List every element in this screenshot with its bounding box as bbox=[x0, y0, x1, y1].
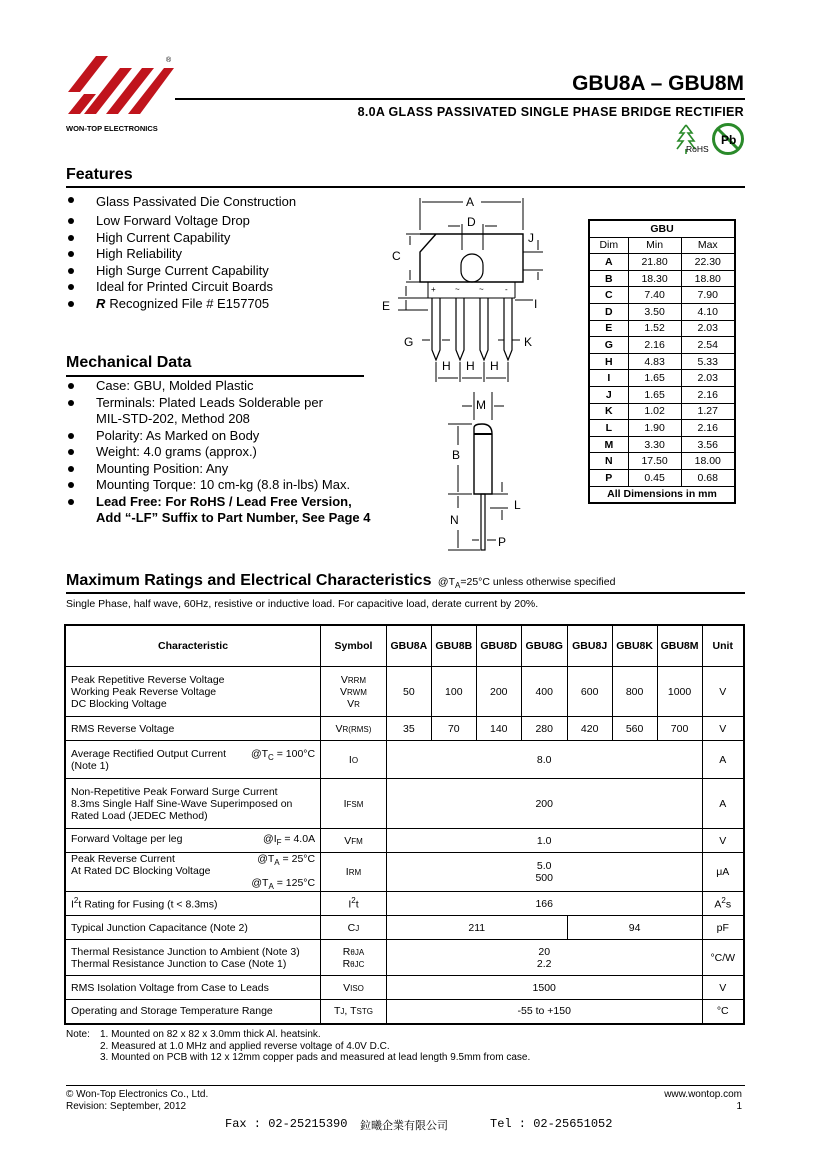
table-row: D 3.50 4.10 bbox=[589, 303, 735, 320]
svg-text:RoHS: RoHS bbox=[686, 144, 709, 154]
mechanical-list bbox=[66, 378, 396, 527]
polarity-ac: ~ bbox=[455, 285, 460, 294]
notes-label: Note: bbox=[66, 1029, 90, 1040]
ul-recognized-icon: R bbox=[96, 295, 106, 311]
dim-label-l: L bbox=[514, 498, 521, 512]
table-row: RMS Reverse Voltage VR(RMS) 35 70 140 280 420 560 700 V bbox=[65, 717, 744, 741]
table-row: K 1.02 1.27 bbox=[589, 403, 735, 420]
ratings-table bbox=[64, 624, 745, 1025]
dim-header: Min bbox=[628, 237, 681, 254]
ratings-condition: $@T_A=25^\circ C$ unless otherwise specified bbox=[437, 576, 616, 591]
dim-label-n: N bbox=[450, 513, 459, 527]
mechanical-divider bbox=[66, 375, 364, 377]
table-row: E 1.52 2.03 bbox=[589, 320, 735, 337]
dim-label-d: D bbox=[467, 215, 476, 229]
page-number: 1 bbox=[736, 1101, 742, 1112]
note-item: 3. Mounted on PCB with 12 x 12mm copper pads and measured at lead length 9.5mm from case. bbox=[100, 1052, 531, 1063]
list-item: MIL-STD-202, Method 208 bbox=[96, 411, 250, 426]
list-item: Glass Passivated Die Construction bbox=[66, 192, 366, 211]
list-item: Polarity: As Marked on Body bbox=[66, 428, 396, 445]
table-row: $I^2t$ Rating for Fusing (t < 8.3ms) $I^2t$ 166 $A^2s$ bbox=[65, 892, 744, 916]
note-item: 2. Measured at 1.0 MHz and applied reverse voltage of 4.0V D.C. bbox=[100, 1040, 390, 1052]
dim-label-b: B bbox=[452, 448, 461, 462]
table-row: H 4.83 5.33 bbox=[589, 353, 735, 370]
list-item: Mounting Position: Any bbox=[66, 461, 396, 478]
ratings-note-line: Single Phase, half wave, 60Hz, resistive or inductive load. For capacitive load, derate current by 20%. bbox=[66, 598, 539, 610]
dim-table-footer: All Dimensions in mm bbox=[589, 486, 735, 503]
table-row: RMS Isolation Voltage from Case to Leads VISO 1500 V bbox=[65, 976, 744, 1000]
table-row: A 21.80 22.30 bbox=[589, 254, 735, 271]
title-divider bbox=[175, 98, 745, 100]
list-item: Lead Free: For RoHS / Lead Free Version, bbox=[66, 494, 396, 511]
mechanical-title: Mechanical Data bbox=[66, 354, 192, 371]
table-row: Average Rectified Output Current $@T_C = 100^\circ C$ (Note 1) IO 8.0 A bbox=[65, 741, 744, 779]
dim-label-c: C bbox=[392, 249, 401, 263]
dim-header: Dim bbox=[589, 237, 628, 254]
table-row: C 7.40 7.90 bbox=[589, 287, 735, 304]
company-chinese-name: 鉝曦企業有限公司 bbox=[360, 1120, 448, 1132]
dim-header: Max bbox=[681, 237, 735, 254]
ratings-title: Maximum Ratings and Electrical Characteristics bbox=[66, 572, 432, 589]
table-row: Forward Voltage per leg $@I_F = 4.0A$ VFM 1.0 V bbox=[65, 829, 744, 853]
dim-label-e: E bbox=[382, 299, 391, 313]
polarity-minus: - bbox=[505, 285, 508, 294]
package-drawing bbox=[378, 190, 548, 555]
list-item: High Current Capability bbox=[66, 230, 366, 247]
table-row: J 1.65 2.16 bbox=[589, 386, 735, 403]
polarity-plus: + bbox=[431, 285, 436, 294]
dim-label-a: A bbox=[466, 195, 475, 209]
dim-label-m: M bbox=[476, 398, 486, 412]
list-item: Mounting Torque: 10 cm-kg (8.8 in-lbs) Max. bbox=[66, 477, 396, 494]
features-divider bbox=[66, 186, 745, 188]
list-item: Terminals: Plated Leads Solderable per bbox=[66, 395, 396, 412]
revision: Revision: September, 2012 bbox=[66, 1101, 187, 1112]
dim-label-p: P bbox=[498, 535, 507, 549]
dim-label-h: H bbox=[490, 359, 499, 373]
dim-label-h: H bbox=[442, 359, 451, 373]
fax-number: Fax : 02-25215390 bbox=[225, 1117, 348, 1131]
table-row: M 3.30 3.56 bbox=[589, 436, 735, 453]
wte-logo bbox=[66, 54, 174, 126]
list-item: High Reliability bbox=[66, 246, 366, 263]
part-description: 8.0A GLASS PASSIVATED SINGLE PHASE BRIDGE RECTIFIER bbox=[357, 105, 744, 119]
ratings-divider bbox=[66, 592, 745, 594]
table-row: B 18.30 18.80 bbox=[589, 270, 735, 287]
list-item: Weight: 4.0 grams (approx.) bbox=[66, 444, 396, 461]
note-item: 1. Mounted on 82 x 82 x 3.0mm thick Al. heatsink. bbox=[100, 1029, 321, 1040]
dim-label-g: G bbox=[404, 335, 414, 349]
dim-label-j: J bbox=[528, 231, 534, 245]
table-row: Thermal Resistance Junction to Ambient (Note 3) Thermal Resistance Junction to Case (Note 1) RθJA RθJC 20 2.2 °C/W bbox=[65, 940, 744, 976]
dim-label-k: K bbox=[524, 335, 533, 349]
table-row: N 17.50 18.00 bbox=[589, 453, 735, 470]
list-item: High Surge Current Capability bbox=[66, 263, 366, 280]
notes-list bbox=[100, 1029, 530, 1064]
table-row: Typical Junction Capacitance (Note 2) CJ 211 94 pF bbox=[65, 916, 744, 940]
table-row: L 1.90 2.16 bbox=[589, 420, 735, 437]
website: www.wontop.com bbox=[664, 1089, 742, 1100]
rohs-icon bbox=[674, 121, 710, 155]
svg-text:®: ® bbox=[166, 57, 172, 64]
list-item: R Recognized File # E157705 bbox=[66, 296, 366, 313]
list-item: Case: GBU, Molded Plastic bbox=[66, 378, 396, 395]
footer-divider bbox=[66, 1085, 745, 1086]
table-row: Non-Repetitive Peak Forward Surge Current 8.3ms Single Half Sine-Wave Superimposed on Rated Load (JEDEC Method) IFSM 200 A bbox=[65, 779, 744, 829]
list-item: Add “-LF” Suffix to Part Number, See Page 4 bbox=[96, 510, 371, 525]
table-row: I 1.65 2.03 bbox=[589, 370, 735, 387]
dim-label-i: I bbox=[534, 297, 538, 311]
copyright: © Won-Top Electronics Co., Ltd. bbox=[66, 1089, 209, 1100]
table-row: Peak Repetitive Reverse Voltage Working Peak Reverse Voltage DC Blocking Voltage VRRM VRWM VR 50 100 200 400 600 800 1000 V bbox=[65, 667, 744, 717]
table-row: P 0.45 0.68 bbox=[589, 469, 735, 486]
polarity-ac: ~ bbox=[479, 285, 484, 294]
table-row: G 2.16 2.54 bbox=[589, 337, 735, 354]
list-item: Low Forward Voltage Drop bbox=[66, 213, 366, 230]
part-title: GBU8A – GBU8M bbox=[572, 72, 744, 95]
dimension-table bbox=[588, 219, 736, 504]
dim-table-title: GBU bbox=[589, 220, 735, 237]
features-title: Features bbox=[66, 166, 133, 183]
table-header-row: Characteristic Symbol GBU8A GBU8B GBU8D GBU8G GBU8J GBU8K GBU8M Unit bbox=[65, 625, 744, 667]
svg-text:Pb: Pb bbox=[721, 133, 737, 147]
list-item: Ideal for Printed Circuit Boards bbox=[66, 279, 366, 296]
dim-label-h: H bbox=[466, 359, 475, 373]
features-list bbox=[66, 192, 366, 312]
table-row: Operating and Storage Temperature Range TJ, TSTG -55 to +150 °C bbox=[65, 1000, 744, 1024]
company-name: WON-TOP ELECTRONICS bbox=[66, 124, 158, 133]
table-row: Peak Reverse Current $@T_A = 25^\circ C$ At Rated DC Blocking Voltage $@T_A = 125^\circ C$ IRM 5.0 500 μA bbox=[65, 853, 744, 892]
ratings-title-row bbox=[66, 572, 615, 590]
lead-free-icon bbox=[711, 122, 745, 156]
tel-number: Tel : 02-25651052 bbox=[490, 1117, 613, 1131]
